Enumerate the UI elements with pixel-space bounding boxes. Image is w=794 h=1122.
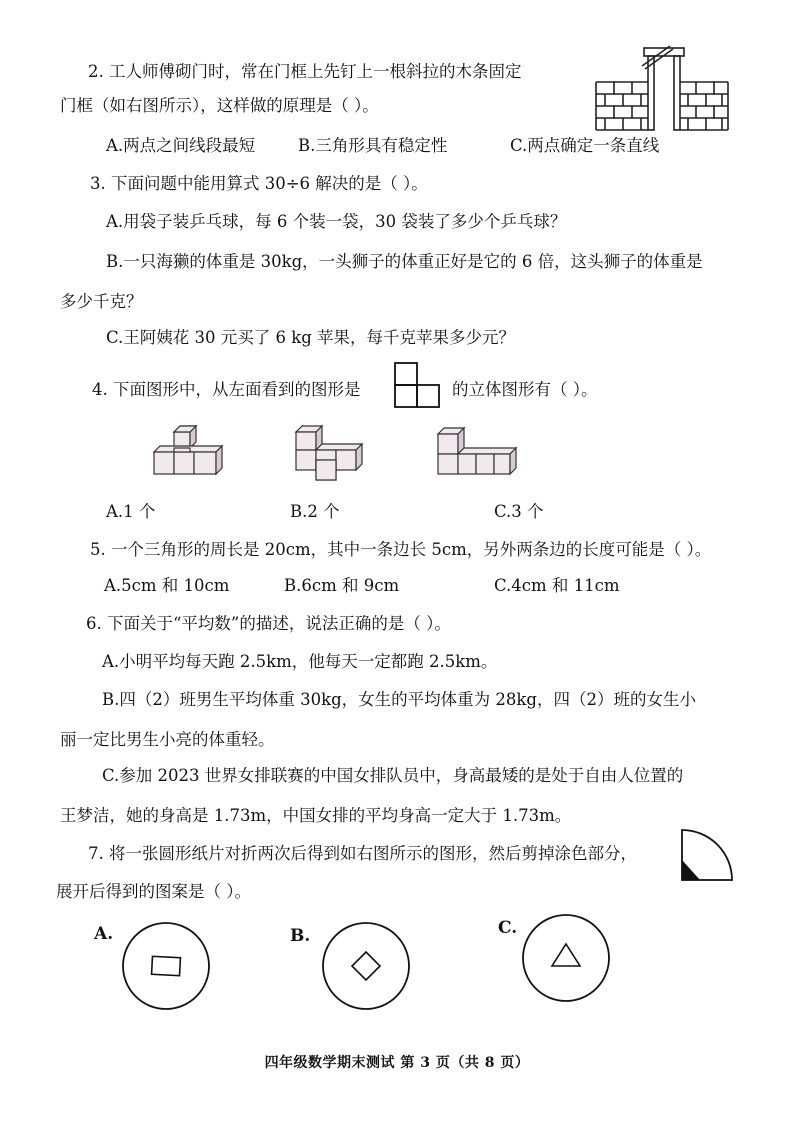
circle-with-rectangle-icon: [120, 920, 212, 1012]
q7-option-c-label: C.: [498, 918, 518, 938]
cube-solid-b-icon: [292, 424, 368, 484]
q4-option-b: B.2 个: [290, 502, 340, 521]
q7-option-a-label: A.: [94, 924, 114, 944]
q7-stem-line2: 展开后得到的图案是（ ）。: [56, 882, 251, 901]
q6-stem: 6. 下面关于“平均数”的描述，说法正确的是（ ）。: [86, 614, 451, 633]
q6-option-b-line2: 丽一定比男生小亮的体重轻。: [60, 730, 275, 749]
left-view-l-shape-icon: [392, 360, 442, 410]
q6-option-a: A.小明平均每天跑 2.5km，他每天一定都跑 2.5km。: [102, 652, 498, 671]
cube-solid-a-icon: [150, 424, 226, 484]
q3-option-b-line2: 多少千克？: [60, 292, 143, 311]
q3-option-a: A.用袋子装乒乓球，每 6 个装一袋，30 袋装了多少个乒乓球？: [106, 212, 567, 231]
q5-option-c: C.4cm 和 11cm: [494, 576, 620, 595]
q4-option-c: C.3 个: [494, 502, 544, 521]
q3-stem: 3. 下面问题中能用算式 30÷6 解决的是（ ）。: [90, 174, 428, 193]
q6-option-c-line2: 王梦洁，她的身高是 1.73m，中国女排的平均身高一定大于 1.73m。: [60, 806, 572, 825]
circle-with-triangle-icon: [520, 912, 612, 1004]
q6-option-c-line1: C.参加 2023 世界女排联赛的中国女排队员中，身高最矮的是处于自由人位置的: [102, 766, 684, 785]
circle-with-diamond-icon: [320, 920, 412, 1012]
q5-option-a: A.5cm 和 10cm: [104, 576, 230, 595]
q2-stem-line1: 2. 工人师傅砌门时，常在门框上先钉上一根斜拉的木条固定: [88, 62, 522, 81]
page-footer: 四年级数学期末测试 第 3 页（共 8 页）: [264, 1055, 530, 1071]
q2-option-c: C.两点确定一条直线: [510, 136, 660, 155]
q4-stem-before: 4. 下面图形中，从左面看到的图形是: [92, 380, 361, 399]
q3-option-c: C.王阿姨花 30 元买了 6 kg 苹果，每千克苹果多少元？: [106, 328, 516, 347]
q5-stem: 5. 一个三角形的周长是 20cm，其中一条边长 5cm，另外两条边的长度可能是（ ）。: [90, 540, 712, 559]
door-frame-brick-wall-icon: [592, 44, 732, 134]
q6-option-b-line1: B.四（2）班男生平均体重 30kg，女生的平均体重为 28kg，四（2）班的女生小: [102, 690, 696, 709]
quarter-circle-shaded-icon: [678, 826, 738, 884]
q5-option-b: B.6cm 和 9cm: [284, 576, 400, 595]
q7-option-b-label: B.: [290, 926, 311, 946]
q4-stem-after: 的立体图形有（ ）。: [452, 380, 598, 399]
q3-option-b-line1: B.一只海獭的体重是 30kg，一头狮子的体重正好是它的 6 倍，这头狮子的体重是: [106, 252, 703, 271]
q2-option-b: B.三角形具有稳定性: [298, 136, 448, 155]
q2-stem-line2: 门框（如右图所示），这样做的原理是（ ）。: [60, 96, 379, 115]
q4-option-a: A.1 个: [106, 502, 156, 521]
cube-solid-c-icon: [434, 424, 520, 484]
q7-stem-line1: 7. 将一张圆形纸片对折两次后得到如右图所示的图形，然后剪掉涂色部分，: [88, 844, 637, 863]
q2-option-a: A.两点之间线段最短: [106, 136, 256, 155]
